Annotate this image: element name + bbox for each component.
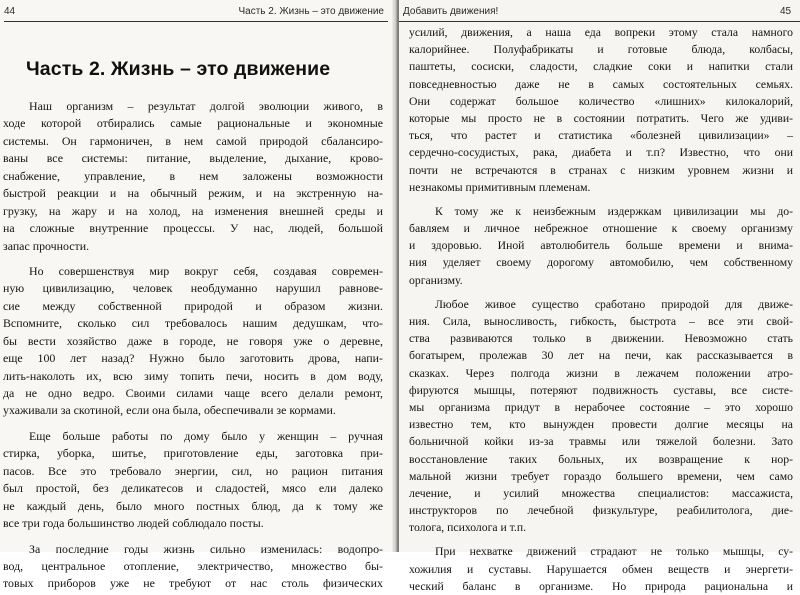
- text-line: фируются мышцы, потеряют подвижность суставы, все систе-: [409, 383, 793, 397]
- text-line: которые мы просто не в состоянии потратить. Чего же удиви-: [409, 111, 793, 125]
- header-rule-left: [4, 21, 388, 22]
- paragraph: [3, 263, 383, 420]
- text-line: лить-наколоть их, всю зиму топить печи, носить в дом воду,: [3, 368, 383, 383]
- text-line: лечение, и усилий множества специалистов: массажиста,: [409, 486, 793, 500]
- paragraph: [409, 24, 793, 196]
- text-line: все три года большинство людей соблюдало посты.: [3, 516, 264, 531]
- text-line: Но совершенствуя мир вокруг себя, создавая современ-: [29, 263, 383, 278]
- page-number-right: 45: [780, 6, 792, 17]
- text-line: усилий, движения, а наша еда вопреки этому стала намного: [409, 26, 793, 39]
- text-line: пасов. Все это требовало энергии, сил, но рацион питания: [3, 463, 383, 478]
- text-line: ния уделяет своему дорогому автомобилю, чем собственному: [409, 256, 793, 270]
- text-line: стирка, уборка, шитье, приготовление еды, заготовка при-: [3, 446, 383, 461]
- text-line: толога, психолога и т.п.: [409, 521, 527, 535]
- text-line: ческий баланс в организме. Но природа рациональна и: [409, 579, 793, 593]
- text-line: еще 100 лет назад? Нужно было заготовить дрова, напи-: [3, 351, 383, 366]
- text-line: системы. Он гармоничен, в нем самой природой сбалансиро-: [3, 133, 383, 148]
- text-line: ния. Сила, выносливость, гибкость, быстрота – все эти свой-: [409, 315, 793, 328]
- text-line: да не одно ведро. Своими силами чаще всего делали ремонт,: [3, 386, 383, 400]
- text-line: запас прочности.: [3, 238, 90, 253]
- text-line: ходе которой отбирались самые рациональные и экономные: [3, 116, 383, 131]
- text-line: повседневностью даже не в самых состоятельных семьях.: [409, 77, 793, 91]
- chapter-title: Часть 2. Жизнь – это движение: [26, 58, 331, 80]
- text-line: ства развиваются только в движении. Невозможно стать: [409, 332, 793, 346]
- text-line: инструкторов по лечебной физкультуре, реабилитолога, дие-: [409, 504, 793, 518]
- text-line: бы вести хозяйство даже в городе, не говоря уже о деревне,: [3, 333, 383, 348]
- text-line: вод, центральное отопление, электричество, множество бы-: [3, 558, 383, 573]
- text-line: За последние годы жизнь сильно изменилась: водопро-: [29, 541, 383, 556]
- text-line: снабжение, управление, в нем заложены возможности: [3, 168, 383, 183]
- text-line: К тому же к неизбежным издержкам цивилизации мы до-: [435, 204, 793, 218]
- text-line: на сложные внутренние процессы. У нас, людей, большой: [3, 221, 383, 236]
- running-head-left: Часть 2. Жизнь – это движение: [238, 6, 384, 17]
- paragraph: [3, 98, 383, 255]
- text-line: не каждый день, было много постных блюд, да к тому же: [3, 498, 383, 513]
- page-number-left: 44: [4, 6, 16, 17]
- paragraph: [3, 541, 383, 593]
- text-line: ухаживали за скотиной, если она была, обеспечивали зе кормами.: [3, 403, 336, 418]
- text-line: незнакомы примитивным племенам.: [409, 180, 591, 194]
- paragraph: [409, 543, 793, 595]
- text-line: сие между собственной природой и образом жизни.: [3, 298, 383, 313]
- text-line: и здоровью. Иной автолюбитель больше времени и внима-: [409, 239, 793, 253]
- text-line: ную цивилизацию, человек необдуманно нарушил равнове-: [3, 281, 383, 296]
- text-line: Любое живое существо сработано природой для движе-: [435, 297, 793, 311]
- header-rule-right: [399, 21, 800, 22]
- text-line: ваны все системы: питание, выделение, дыхание, крово-: [3, 151, 383, 166]
- text-line: известно тем, кто вынужден провести долгие месяцы на: [409, 418, 793, 432]
- text-line: калорийнее. Полуфабрикаты и готовые блюда, колбасы,: [409, 43, 793, 57]
- left-body-text: [3, 98, 383, 593]
- text-line: сердечно-сосудистых, рака, диабета и т.п? Известно, что они: [409, 146, 793, 160]
- left-page: [0, 0, 396, 591]
- text-line: бавляем и личное небрежное отношение к своему организму: [409, 222, 793, 236]
- paragraph: [409, 296, 793, 537]
- text-line: восстановление таких больных, их возвращение к нор-: [409, 452, 793, 466]
- right-body-text: [409, 24, 793, 595]
- text-line: Еще больше работы по дому было у женщин – ручная: [29, 428, 383, 443]
- running-head-right: Добавить движения!: [403, 6, 499, 17]
- paragraph: [3, 428, 383, 533]
- text-line: грузку, на жару и на холод, на изменения внешней среды и: [3, 203, 383, 218]
- text-line: был простой, без деликатесов и сладостей, мясо ели далеко: [3, 481, 383, 496]
- text-line: организму.: [409, 273, 463, 287]
- text-line: больничной койки из-за травмы или тяжелой болезни. Зато: [409, 435, 793, 449]
- text-line: мальной жизни требует гораздо большего времени, чем само: [409, 469, 793, 483]
- text-line: богатырем, пролежав 30 лет на печи, как рассказывается в: [409, 349, 793, 363]
- text-line: сказках. Через полгода жизни в лежачем положении атро-: [409, 366, 793, 380]
- paragraph: [409, 203, 793, 289]
- text-line: ться, что растет и статистика «болезней цивилизации» –: [409, 129, 793, 143]
- text-line: Вспомните, сколько сил требовалось нашим дедушкам, что-: [3, 316, 383, 331]
- text-line: быстрой реакции и на обычный режим, и на экстренную на-: [3, 186, 383, 201]
- text-line: паштеты, сосиски, сладости, сладкие соки и напитки стали: [409, 60, 793, 74]
- right-page: [399, 0, 800, 593]
- text-line: При нехватке движений страдают не только мышцы, су-: [435, 545, 793, 559]
- text-line: Они содержат большое количество «лишних» килокалорий,: [409, 94, 793, 108]
- text-line: товых приборов уже не требуют от нас столь физических: [3, 576, 383, 591]
- text-line: хожилия и суставы. Нарушается обмен веществ и энергети-: [409, 562, 793, 576]
- text-line: Наш организм – результат долгой эволюции живого, в: [29, 99, 383, 113]
- text-line: мы организма придут в нерабочее состояние – это хорошо: [409, 400, 793, 414]
- text-line: почти не встречаются в странах с низким уровнем жизни и: [409, 163, 793, 177]
